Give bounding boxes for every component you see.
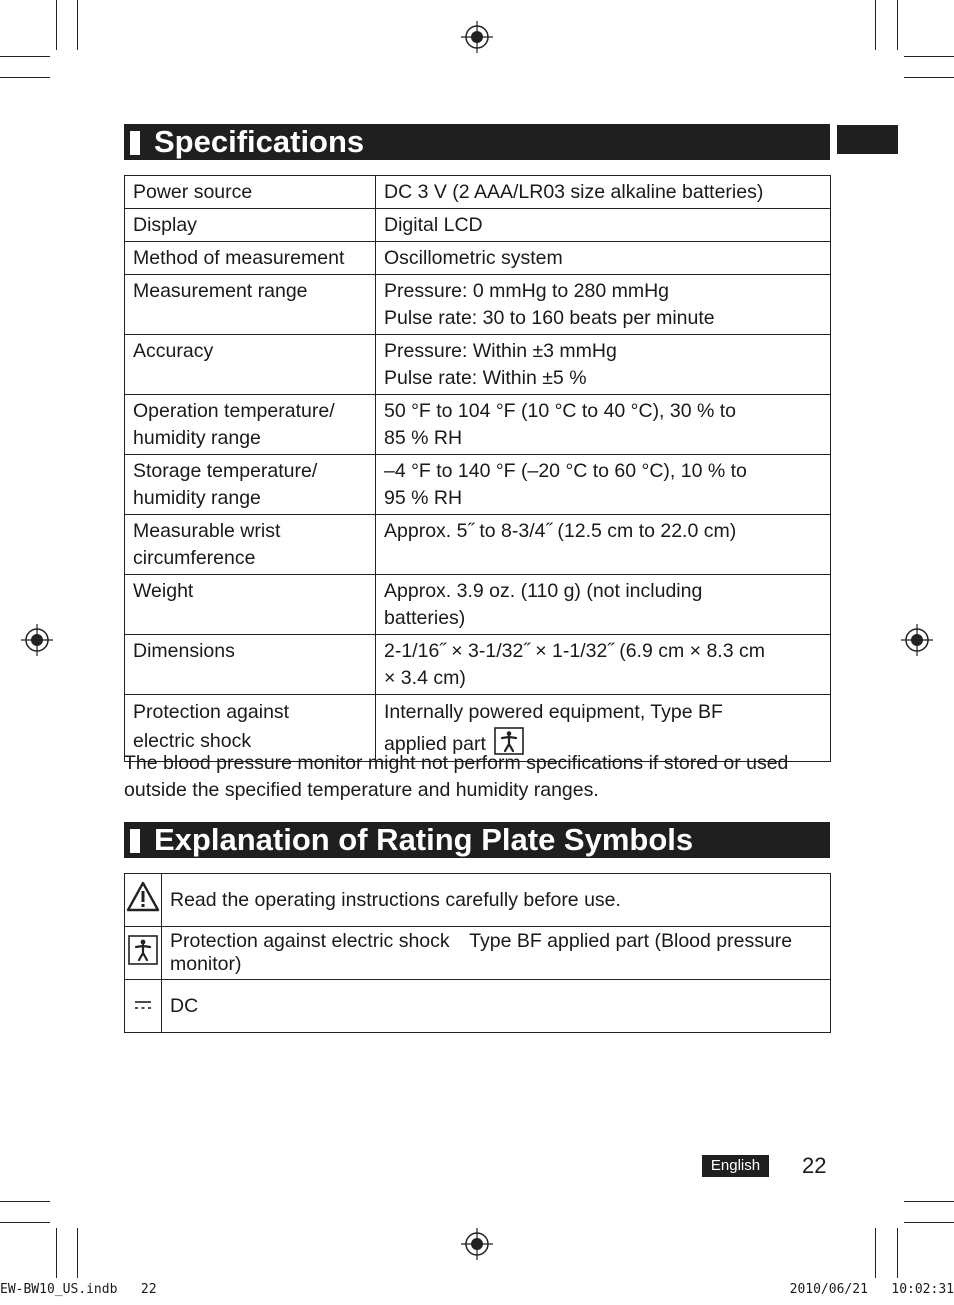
spec-label: [125, 515, 376, 575]
spec-value-text: Pulse rate: Within ±5 %: [384, 367, 587, 389]
spec-label: [125, 335, 376, 395]
spec-value-text: 85 % RH: [384, 427, 463, 449]
table-row: [125, 209, 831, 242]
table-row: [125, 455, 831, 515]
spec-value-text: Oscillometric system: [384, 247, 563, 269]
type-bf-applied-part-icon: [128, 935, 158, 965]
spec-value: [376, 455, 831, 515]
table-row: [125, 395, 831, 455]
spec-value-text: Digital LCD: [384, 214, 483, 236]
crop-mark: [904, 1201, 954, 1202]
table-row: [125, 635, 831, 695]
spec-label-text: humidity range: [133, 487, 261, 509]
heading-bar: [130, 131, 140, 155]
spec-label-text: Weight: [133, 580, 194, 602]
spec-value: [376, 275, 831, 335]
crop-mark: [77, 0, 78, 50]
table-row: [125, 980, 831, 1033]
spec-label-text: electric shock: [133, 730, 252, 752]
page-number: 22: [802, 1153, 827, 1178]
spec-value: [376, 515, 831, 575]
spec-value-text: DC 3 V (2 AAA/LR03 size alkaline batteries): [384, 181, 764, 203]
crop-mark: [904, 1222, 954, 1223]
spec-label-text: Operation temperature/: [133, 400, 335, 422]
crop-mark: [0, 77, 50, 78]
spec-value-text: 95 % RH: [384, 487, 463, 509]
symbol-cell: [125, 980, 162, 1033]
spec-label-text: Power source: [133, 181, 253, 203]
spec-label: [125, 635, 376, 695]
crop-mark: [904, 56, 954, 57]
print-slug-right: 2010/06/21 10:02:31: [789, 1282, 954, 1297]
print-slug-left: EW-BW10_US.indb 22: [0, 1282, 157, 1297]
spec-label-text: humidity range: [133, 427, 261, 449]
crop-mark: [875, 0, 876, 50]
spec-value: [376, 176, 831, 209]
crop-mark: [0, 56, 50, 57]
crop-mark: [904, 77, 954, 78]
table-row: [125, 242, 831, 275]
crop-mark: [56, 1228, 57, 1278]
table-row: [125, 275, 831, 335]
spec-value-text: Pressure: Within ±3 mmHg: [384, 340, 617, 362]
specifications-heading: [124, 124, 830, 160]
spec-label: [125, 209, 376, 242]
spec-value-text: Pressure: 0 mmHg to 280 mmHg: [384, 280, 670, 302]
table-row: [125, 176, 831, 209]
specifications-table: [124, 175, 831, 762]
spec-label-text: Protection against: [133, 701, 290, 723]
spec-label-text: Display: [133, 214, 197, 236]
spec-value-text: Internally powered equipment, Type BF: [384, 701, 723, 723]
spec-value-text: Approx. 5˝ to 8-3/4˝ (12.5 cm to 22.0 cm): [384, 520, 737, 542]
registration-mark-icon: [461, 1228, 493, 1260]
symbol-description: Protection against electric shock Type BF applied part (Blood pressure monitor): [162, 927, 831, 980]
heading-bar: [130, 829, 140, 853]
spec-value-text: batteries): [384, 607, 466, 629]
spec-value-text: Pulse rate: 30 to 160 beats per minute: [384, 307, 715, 329]
spec-label-text: Storage temperature/: [133, 460, 318, 482]
warning-triangle-icon: [126, 881, 160, 913]
crop-mark: [0, 1201, 50, 1202]
crop-mark: [56, 0, 57, 50]
table-row: [125, 335, 831, 395]
spec-label-text: circumference: [133, 547, 256, 569]
registration-mark-icon: [461, 21, 493, 53]
spec-label-text: Accuracy: [133, 340, 214, 362]
spec-value-text: 50 °F to 104 °F (10 °C to 40 °C), 30 % to: [384, 400, 737, 422]
spec-value-text: –4 °F to 140 °F (–20 °C to 60 °C), 10 % to: [384, 460, 747, 482]
table-row: [125, 927, 831, 980]
language-badge: English: [702, 1155, 769, 1177]
crop-mark: [897, 1228, 898, 1278]
spec-value: [376, 242, 831, 275]
registration-mark-icon: [901, 624, 933, 656]
symbols-table: [124, 873, 831, 1033]
symbol-description: Read the operating instructions carefully before use.: [162, 874, 831, 927]
table-row: [125, 575, 831, 635]
spec-value-text: 2-1/16˝ × 3-1/32˝ × 1-1/32˝ (6.9 cm × 8.3 cm: [384, 640, 765, 662]
spec-label: [125, 275, 376, 335]
dc-symbol-icon: [133, 998, 153, 1012]
symbol-cell: [125, 927, 162, 980]
table-row: [125, 874, 831, 927]
crop-mark: [77, 1228, 78, 1278]
crop-mark: [875, 1228, 876, 1278]
spec-value-text: × 3.4 cm): [384, 667, 466, 689]
spec-label-text: Method of measurement: [133, 247, 345, 269]
spec-label: [125, 455, 376, 515]
crop-mark: [897, 0, 898, 50]
spec-label: [125, 176, 376, 209]
chapter-tab: [837, 125, 898, 154]
symbol-cell: [125, 874, 162, 927]
registration-mark-icon: [21, 624, 53, 656]
spec-value: [376, 635, 831, 695]
table-row: [125, 515, 831, 575]
specifications-title: Specifications: [154, 124, 365, 159]
spec-label-text: Measurement range: [133, 280, 308, 302]
spec-value: [376, 395, 831, 455]
spec-value: [376, 575, 831, 635]
symbols-title: Explanation of Rating Plate Symbols: [154, 822, 694, 857]
crop-mark: [0, 1222, 50, 1223]
spec-value-text: applied part: [384, 733, 486, 755]
symbol-description: DC: [162, 980, 831, 1033]
spec-value: [376, 209, 831, 242]
spec-label: [125, 242, 376, 275]
spec-label: [125, 395, 376, 455]
spec-value-text: Approx. 3.9 oz. (110 g) (not including: [384, 580, 703, 602]
storage-note: The blood pressure monitor might not perform specifications if stored or used outside the specified temperature and humidity ranges.: [124, 752, 789, 801]
spec-label: [125, 575, 376, 635]
spec-label-text: Measurable wrist: [133, 520, 281, 542]
symbols-heading: [124, 822, 830, 858]
spec-label-text: Dimensions: [133, 640, 235, 662]
spec-value: [376, 335, 831, 395]
